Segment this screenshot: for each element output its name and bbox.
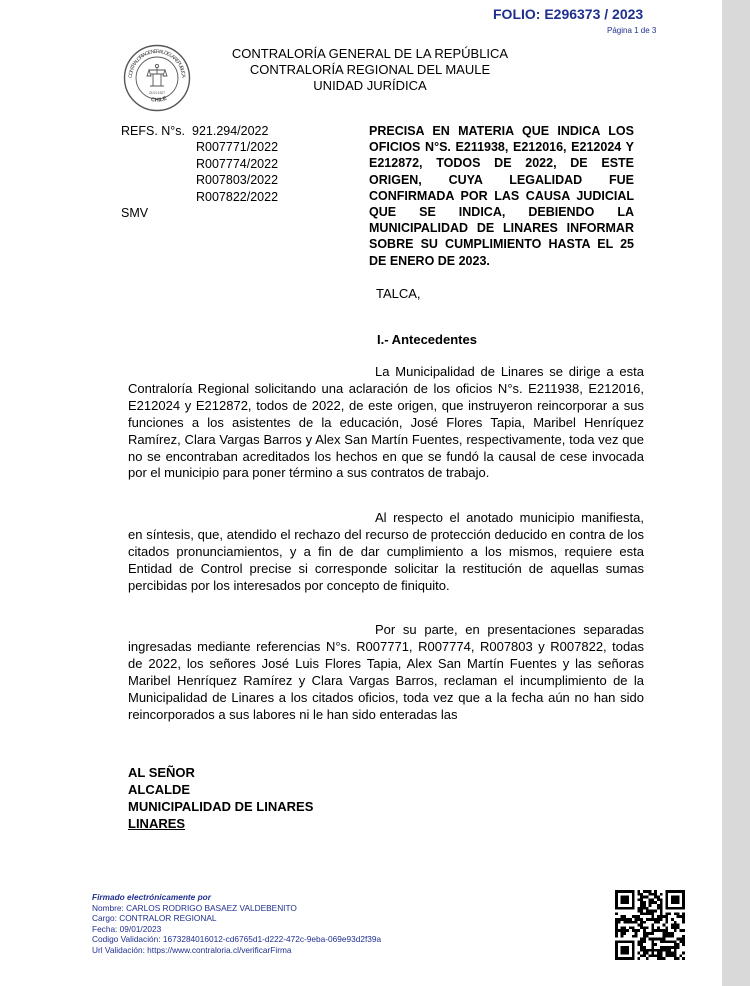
paragraph-text: Por su parte, en presentaciones separadas ingresadas mediante referencias N°s. R007771, R007774, R007803 y R007822, todas de 2022, los señores José Luis Flores Tapia, Alex San Martín Fuentes y las señoras Maribel Henríquez Ramírez y Clara Vargas Barros, reclaman el incumplimiento de la Municipalidad de Linares a los citados oficios, toda vez que a la fecha aún no han sido reincorporados a sus labores ni le han sido enteradas las	[128, 622, 644, 722]
addressee-line: MUNICIPALIDAD DE LINARES	[128, 799, 314, 814]
author-initials: SMV	[121, 206, 149, 221]
svg-text:CHILE: CHILE	[150, 95, 168, 104]
place-line: TALCA,	[376, 286, 421, 301]
page-indicator: Página 1 de 3	[607, 26, 657, 35]
ref-item: R007774/2022	[196, 156, 279, 171]
paragraph-3	[128, 622, 644, 723]
electronic-signature	[92, 892, 381, 956]
refs-label: REFS. N°s.	[121, 124, 186, 138]
contraloria-seal-logo	[123, 44, 191, 112]
ref-item: R007822/2022	[196, 189, 279, 204]
viewer-background	[722, 0, 750, 986]
paragraph-text: Al respecto el anotado municipio manifiesta, en síntesis, que, atendido el rechazo del recurso de protección deducido en contra de los citados pronunciamientos, y a fin de dar cumplimiento a los mismos, requiere esta Entidad de Control precise si corresponde solicitar la restitución de aquellas sumas percibidas por los interesados por concepto de finiquito.	[128, 510, 644, 593]
header-institution: CONTRALORÍA GENERAL DE LA REPÚBLICA	[231, 46, 509, 61]
svg-text:CONTRALORIA GENERAL DE LA REPU: CONTRALORIA GENERAL DE LA REPUBLICA	[127, 48, 187, 79]
signature-title: Firmado electrónicamente por	[92, 892, 211, 902]
qr-code-icon	[615, 890, 685, 960]
signer-role: Cargo: CONTRALOR REGIONAL	[92, 913, 217, 924]
paragraph-1	[128, 364, 644, 482]
header-unit: UNIDAD JURÍDICA	[313, 78, 427, 93]
references-block	[121, 123, 278, 221]
signature-date: Fecha: 09/01/2023	[92, 923, 162, 934]
addressee-city: LINARES	[128, 816, 186, 831]
header-region: CONTRALORÍA REGIONAL DEL MAULE	[249, 62, 491, 77]
subject-summary: PRECISA EN MATERIA QUE INDICA LOS OFICIOS N°S. E211938, E212016, E212024 Y E212872, TODOS DE 2022, DE ESTE ORIGEN, CUYA LEGALIDAD FUE CONFIRMADA POR LAS CAUSA JUDICIAL QUE SE INDICA, DEBIENDO LA MUNICIPALIDAD DE LINARES INFORMAR SOBRE SU CUMPLIMIENTO HASTA EL 25 DE ENERO DE 2023.	[369, 124, 634, 268]
paragraph-2	[128, 510, 644, 595]
addressee-block	[128, 764, 313, 832]
paragraph-text: La Municipalidad de Linares se dirige a esta Contraloría Regional solicitando una aclaración de los oficios N°s. E211938, E212016, E212024 y E212872, todos de 2022, de este origen, que instruyeron reincorporar a sus funciones a los asistentes de la educación, José Flores Tapia, Maribel Henríquez Ramírez, Clara Vargas Barros y Alex San Martín Fuentes, respectivamente, toda vez que no se encontraban acreditados los hechos en que se fundó la causal de cese invocada por el municipio para poner término a sus contratos de trabajo.	[128, 364, 644, 481]
validation-url: Url Validación: https://www.contraloria.cl/verificarFirma	[92, 944, 292, 955]
svg-text:24.01.1927: 24.01.1927	[149, 91, 165, 95]
ref-item: 921.294/2022	[192, 124, 269, 138]
addressee-line: ALCALDE	[128, 782, 191, 797]
signer-name: Nombre: CARLOS RODRIGO BASAEZ VALDEBENITO	[92, 902, 297, 913]
addressee-line: AL SEÑOR	[128, 765, 195, 780]
section-title: I.- Antecedentes	[377, 332, 477, 347]
ref-item: R007771/2022	[196, 140, 279, 155]
validation-code: Codigo Validación: 1673284016012-cd6765d1-d222-472c-9eba-069e93d2f39a	[92, 934, 382, 945]
folio-number: FOLIO: E296373 / 2023	[493, 6, 644, 22]
ref-item: R007803/2022	[196, 173, 279, 188]
